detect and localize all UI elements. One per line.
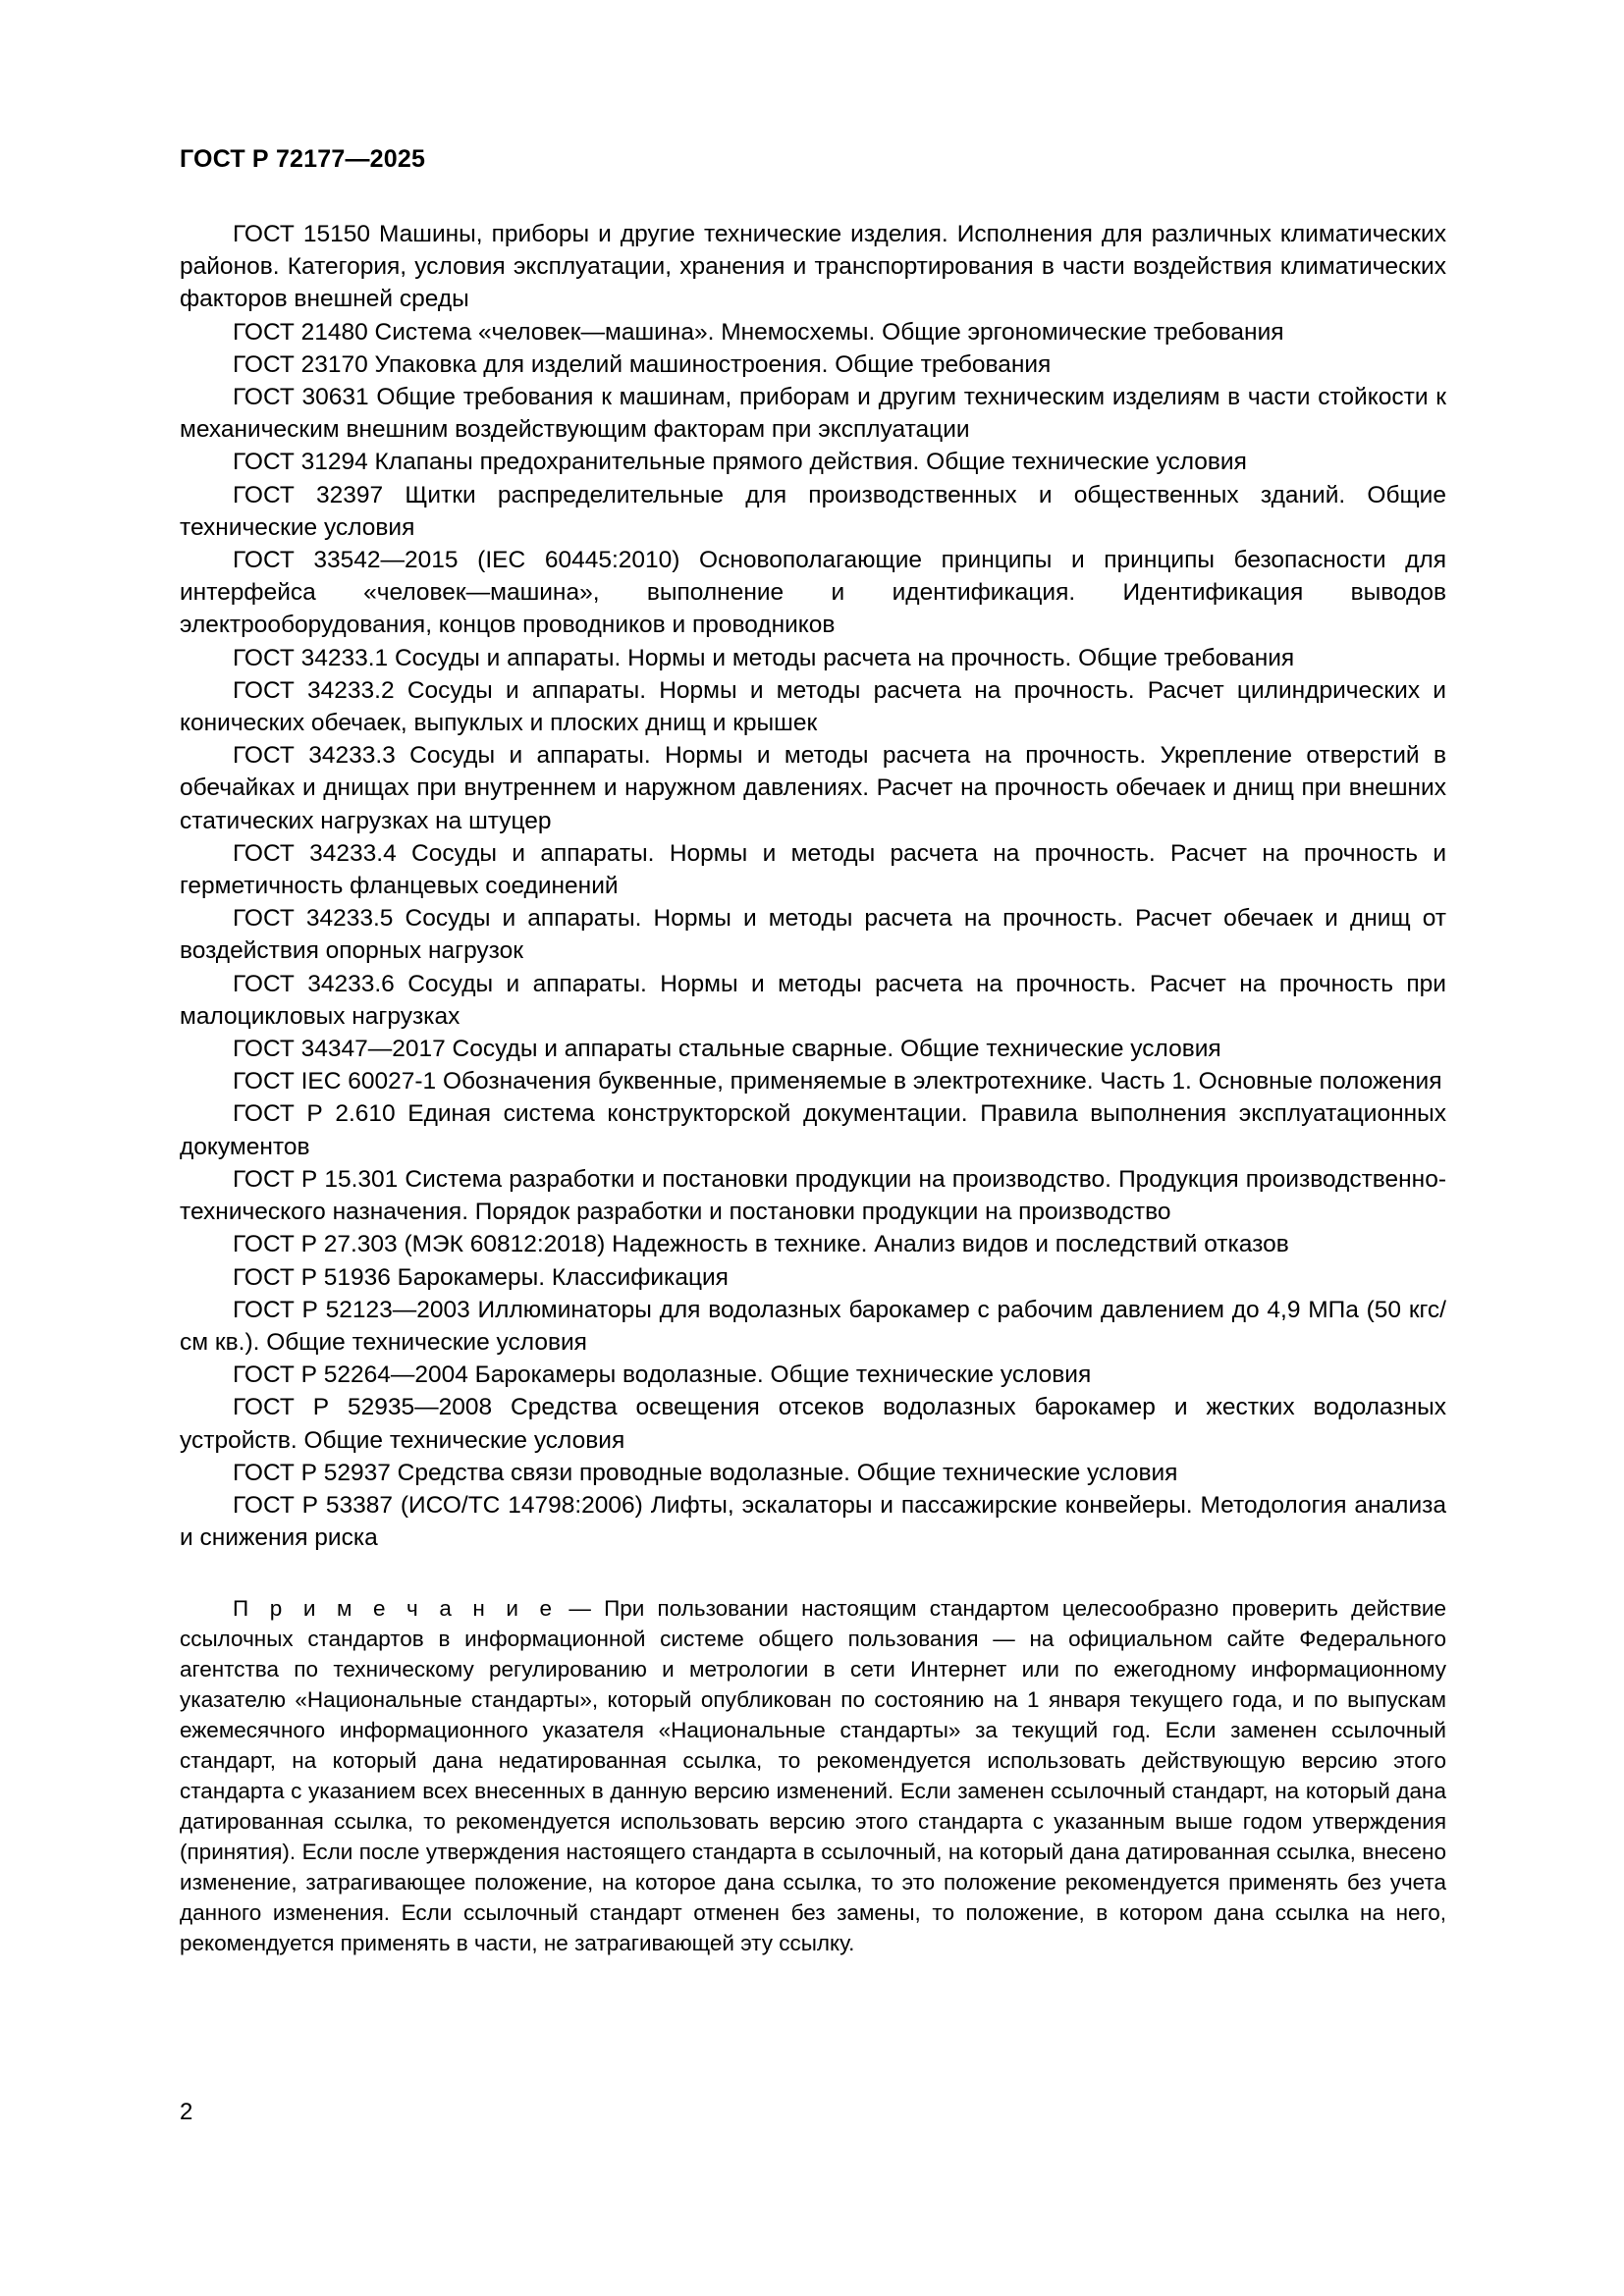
reference-item: ГОСТ 33542—2015 (IEC 60445:2010) Основополагающие принципы и принципы безопасности для интерфейса «человек—машина», выполнение и идентификация. Идентификация выводов электрооборудования, концов проводников и проводников xyxy=(180,547,1446,639)
note-label: П р и м е ч а н и е xyxy=(233,1596,557,1622)
reference-item: ГОСТ 34347—2017 Сосуды и аппараты стальные сварные. Общие технические условия xyxy=(233,1036,1221,1063)
page-number: 2 xyxy=(180,2099,193,2125)
reference-item: ГОСТ 31294 Клапаны предохранительные прямого действия. Общие технические условия xyxy=(233,449,1247,476)
note-dash: — xyxy=(556,1596,605,1622)
reference-item: ГОСТ 32397 Щитки распределительные для производственных и общественных зданий. Общие технические условия xyxy=(180,481,1446,541)
reference-item: ГОСТ 21480 Система «человек—машина». Мнемосхемы. Общие эргономические требования xyxy=(233,318,1284,346)
normative-references-list xyxy=(180,218,1446,1958)
reference-item: ГОСТ Р 52937 Средства связи проводные водолазные. Общие технические условия xyxy=(233,1459,1178,1486)
note-paragraph xyxy=(180,1593,1446,1958)
reference-item: ГОСТ 34233.6 Сосуды и аппараты. Нормы и методы расчета на прочность. Расчет на прочность при малоцикловых нагрузках xyxy=(180,970,1446,1030)
reference-item: ГОСТ 34233.3 Сосуды и аппараты. Нормы и методы расчета на прочность. Укрепление отверстий в обечайках и днищах при внутреннем и наружном давлениях. Расчет на прочность обечаек и днищ при внешних статических нагрузках на штуцер xyxy=(180,742,1446,834)
reference-item: ГОСТ Р 27.303 (МЭК 60812:2018) Надежность в технике. Анализ видов и последствий отказов xyxy=(233,1231,1289,1258)
page-header-standard-number: ГОСТ Р 72177—2025 xyxy=(180,145,426,173)
reference-item: ГОСТ 34233.5 Сосуды и аппараты. Нормы и методы расчета на прочность. Расчет обечаек и днищ от воздействия опорных нагрузок xyxy=(180,905,1446,965)
reference-item: ГОСТ Р 52123—2003 Иллюминаторы для водолазных барокамер с рабочим давлением до 4,9 МПа (50 кгс/см кв.). Общие технические условия xyxy=(180,1296,1446,1356)
reference-item: ГОСТ 34233.2 Сосуды и аппараты. Нормы и методы расчета на прочность. Расчет цилиндрических и конических обечаек, выпуклых и плоских днищ и крышек xyxy=(180,676,1446,737)
reference-item: ГОСТ Р 15.301 Система разработки и постановки продукции на производство. Продукция производственно-технического назначения. Порядок разработки и постановки продукции на производство xyxy=(180,1165,1446,1226)
reference-item: ГОСТ 34233.1 Сосуды и аппараты. Нормы и методы расчета на прочность. Общие требования xyxy=(233,644,1295,671)
reference-item: ГОСТ 15150 Машины, приборы и другие технические изделия. Исполнения для различных климатических районов. Категория, условия эксплуатации, хранения и транспортирования в части воздействия климатических факторов внешней среды xyxy=(180,221,1446,313)
reference-item: ГОСТ Р 52935—2008 Средства освещения отсеков водолазных барокамер и жестких водолазных устройств. Общие технические условия xyxy=(180,1394,1446,1454)
reference-item: ГОСТ 30631 Общие требования к машинам, приборам и другим техническим изделиям в части стойкости к механическим внешним воздействующим факторам при эксплуатации xyxy=(180,384,1446,444)
note-body: При пользовании настоящим стандартом целесообразно проверить действие ссылочных стандартов в информационной системе общего пользования — на официальном сайте Федерального агентства по техническому регулированию и метрологии в сети Интернет или по ежегодному информационному указателю «Национальные стандарты», который опубликован по состоянию на 1 января текущего года, и по выпускам ежемесячного информационного указателя «Национальные стандарты» за текущий год. Если заменен ссылочный стандарт, на который дана недатированная ссылка, то рекомендуется использовать действующую версию этого стандарта с указанием всех внесенных в данную версию изменений. Если заменен ссылочный стандарт, на который дана датированная ссылка, то рекомендуется использовать версию этого стандарта с указанным выше годом утверждения (принятия). Если после утверждения настоящего стандарта в ссылочный, на который дана датированная ссылка, внесено изменение, затрагивающее положение, на которое дана ссылка, то это положение рекомендуется применять без учета данного изменения. Если ссылочный стандарт отменен без замены, то положение, в котором дана ссылка на него, рекомендуется применять в части, не затрагивающей эту ссылку. xyxy=(180,1596,1446,1956)
reference-item: ГОСТ Р 51936 Барокамеры. Классификация xyxy=(233,1263,729,1291)
note-block xyxy=(180,1593,1446,1958)
reference-item: ГОСТ Р 52264—2004 Барокамеры водолазные. Общие технические условия xyxy=(233,1362,1092,1389)
reference-item: ГОСТ 23170 Упаковка для изделий машиностроения. Общие требования xyxy=(233,350,1052,378)
reference-item: ГОСТ Р 2.610 Единая система конструкторской документации. Правила выполнения эксплуатационных документов xyxy=(180,1100,1446,1160)
reference-item: ГОСТ 34233.4 Сосуды и аппараты. Нормы и методы расчета на прочность. Расчет на прочность и герметичность фланцевых соединений xyxy=(180,839,1446,900)
reference-item: ГОСТ IEC 60027-1 Обозначения буквенные, применяемые в электротехнике. Часть 1. Основные положения xyxy=(233,1068,1442,1095)
reference-item: ГОСТ Р 53387 (ИСО/ТС 14798:2006) Лифты, эскалаторы и пассажирские конвейеры. Методология анализа и снижения риска xyxy=(180,1491,1446,1552)
